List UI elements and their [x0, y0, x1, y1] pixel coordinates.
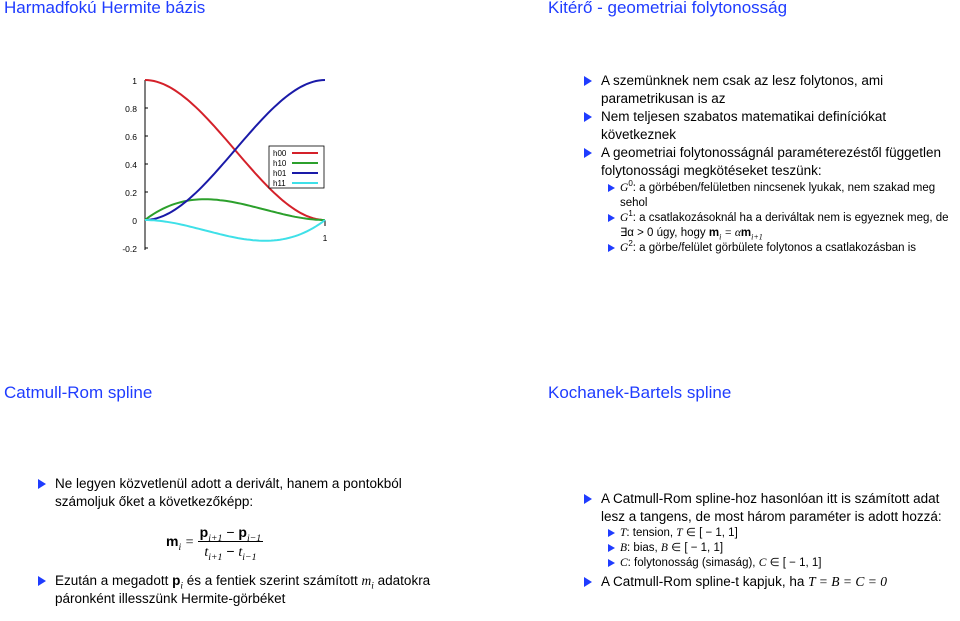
- bullet-item: A Catmull-Rom spline-hoz hasonlóan itt is számított adat lesz a tangens, de most három paraméter is adott hozzá:: [584, 490, 956, 526]
- legend-label: h00: [273, 149, 287, 158]
- slide-hermite: [0, 0, 480, 310]
- sub-bullet-g2: $G^2$: a görbe/felület görbülete folytonos a csatlakozásban is: [608, 241, 956, 256]
- slide-kochanek-bartels: [480, 311, 960, 621]
- ytick: 0.6: [125, 132, 137, 142]
- curve-h11: [145, 220, 325, 241]
- legend-label: h10: [273, 159, 287, 168]
- bullet-item: A geometriai folytonosságnál paraméterezéstől független folytonossági megkötéseket teszünk:: [584, 144, 956, 180]
- bullet-item: A Catmull-Rom spline-t kapjuk, ha T = B = C = 0: [584, 573, 956, 591]
- bullet-list: [584, 490, 956, 591]
- sub-bullet-tension: T: tension, T ∈ [ − 1, 1]: [608, 526, 956, 541]
- bullet-item: Nem teljesen szabatos matematikai definíciókat következnek: [584, 108, 956, 144]
- sub-bullet-g0: $G^0$: a görbében/felületben nincsenek lyukak, nem szakad meg sehol: [608, 181, 956, 211]
- slide-title: Kitérő - geometriai folytonosság: [548, 0, 788, 17]
- xtick: 1: [322, 233, 328, 243]
- ytick: 0: [132, 216, 137, 226]
- bullet-item: Ezután a megadott $p_i$ és a fentiek szerint számított $m_i$ adatokra páronként illesszünk Hermite-görbéket: [38, 572, 458, 608]
- slide-geometric-continuity: [480, 0, 960, 310]
- legend-label: h11: [273, 179, 286, 188]
- ytick: 0.8: [125, 104, 137, 114]
- sub-bullet-continuity: C: folytonosság (simaság), C ∈ [ − 1, 1]: [608, 556, 956, 571]
- slide-title: Catmull-Rom spline: [4, 383, 153, 402]
- bullet-item: Ne legyen közvetlenül adott a derivált, hanem a pontokból számoljuk őket a következőképp:: [38, 475, 458, 511]
- legend-label: h01: [273, 169, 287, 178]
- curve-h10: [145, 199, 325, 220]
- ytick: 0.2: [125, 188, 137, 198]
- hermite-basis-chart: [0, 0, 480, 310]
- slide-catmull-rom: [0, 311, 480, 621]
- bullet-list: [38, 475, 458, 608]
- slide-title: Kochanek-Bartels spline: [548, 383, 732, 402]
- ytick: 0.4: [125, 160, 137, 170]
- ytick: 1: [132, 76, 137, 86]
- catmull-rom-formula: $m_i$ = $\frac{p_{i+1} - p_{i-1}}{t_{i+1} - t_{i-1}}$: [166, 524, 262, 563]
- bullet-list: [584, 72, 956, 256]
- bullet-item: A szemünknek nem csak az lesz folytonos, ami parametrikusan is az: [584, 72, 956, 108]
- sub-bullet-g1: $G^1$: a csatlakozásoknál ha a deriváltak nem is egyeznek meg, de ∃α > 0 úgy, hogy $m_i = \alpha m_{i+1}$: [608, 211, 956, 241]
- slide-title: Harmadfokú Hermite bázis: [4, 0, 206, 17]
- sub-bullet-bias: B: bias, B ∈ [ − 1, 1]: [608, 541, 956, 556]
- ytick: -0.2: [122, 244, 137, 254]
